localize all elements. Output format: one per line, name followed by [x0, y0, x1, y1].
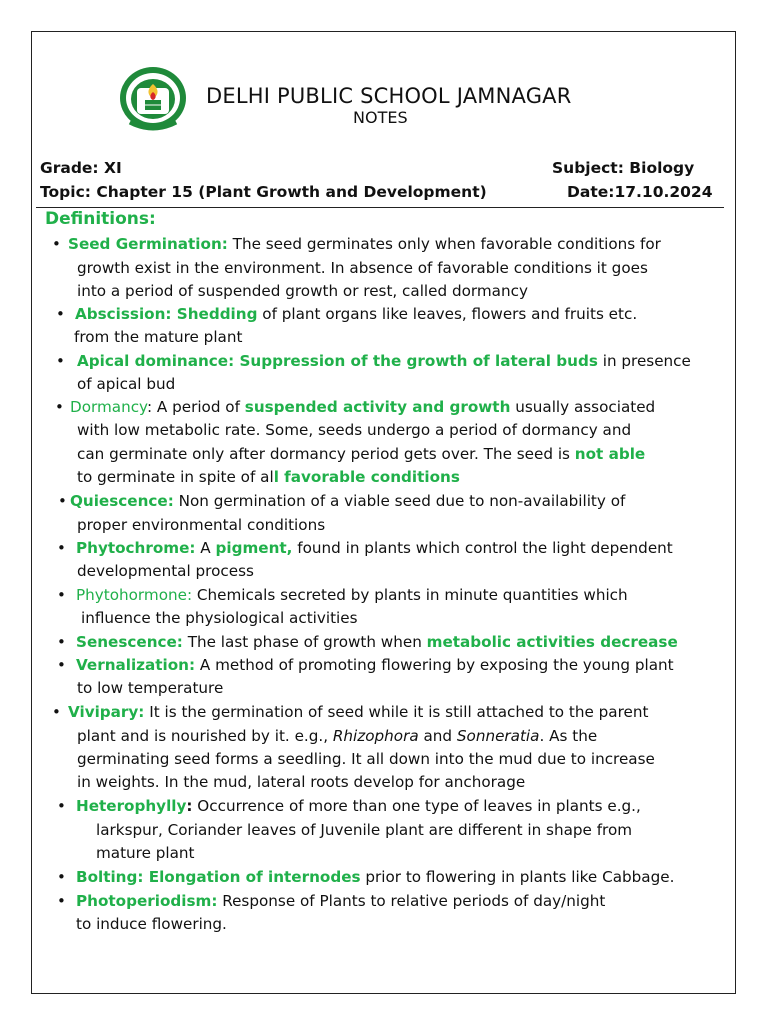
document-type: NOTES: [353, 108, 408, 127]
header-divider: [36, 207, 724, 208]
subject-label: Subject: Biology: [552, 159, 695, 177]
definition-text: to germinate in spite of al: [77, 468, 274, 486]
term-apical-dominance: Apical dominance: Suppression of the growth of lateral buds: [77, 352, 598, 370]
definition-text: with low metabolic rate. Some, seeds undergo a period of dormancy and: [77, 421, 632, 439]
definition-item-quiescence: [40, 490, 730, 537]
definition-text: in presence: [597, 352, 691, 370]
definition-text: The seed germinates only when favorable conditions for: [227, 235, 661, 253]
bullet-icon: •: [57, 656, 66, 674]
definition-item-photoperiodism: [40, 890, 730, 937]
bullet-icon: •: [57, 892, 66, 910]
term-vernalization: Vernalization:: [76, 656, 196, 674]
definition-text: from the mature plant: [74, 328, 243, 346]
definition-text: of plant organs like leaves, flowers and fruits etc.: [257, 305, 638, 323]
date-label: Date:17.10.2024: [567, 183, 713, 201]
term-heterophylly: Heterophylly: [76, 797, 187, 815]
term-phytohormone: Phytohormone:: [76, 586, 193, 604]
definition-text: to low temperature: [77, 679, 224, 697]
definition-text: Occurrence of more than one type of leaves in plants e.g.,: [192, 797, 641, 815]
bullet-icon: •: [52, 235, 61, 253]
definition-item-phytochrome: [40, 537, 730, 584]
bullet-icon: •: [57, 797, 66, 815]
definition-text: prior to flowering in plants like Cabbage.: [360, 868, 675, 886]
definition-text: found in plants which control the light dependent: [292, 539, 673, 557]
school-name: DELHI PUBLIC SCHOOL JAMNAGAR: [206, 84, 572, 108]
definitions-heading: Definitions:: [45, 209, 156, 229]
definition-item-heterophylly: [40, 795, 730, 866]
term-seed-germination: Seed Germination:: [68, 235, 228, 253]
definition-text: in weights. In the mud, lateral roots develop for anchorage: [77, 773, 526, 791]
definition-item-phytohormone: [40, 584, 730, 631]
bullet-icon: •: [55, 398, 64, 416]
definition-text: germinating seed forms a seedling. It all down into the mud due to increase: [77, 750, 655, 768]
definition-text: developmental process: [77, 562, 254, 580]
term-senescence: Senescence:: [76, 633, 183, 651]
term-quiescence: Quiescence:: [70, 492, 174, 510]
topic-label: Topic: [40, 183, 85, 201]
definition-text: usually associated: [510, 398, 656, 416]
grade-label: Grade: XI: [40, 159, 122, 177]
definition-text: : A period of: [146, 398, 245, 416]
bullet-icon: •: [58, 492, 67, 510]
topic-value: : Chapter 15 (Plant Growth and Development): [84, 183, 487, 201]
bullet-icon: •: [57, 539, 66, 557]
definition-text: into a period of suspended growth or rest, called dormancy: [77, 282, 528, 300]
definition-item-bolting: [40, 866, 730, 890]
definition-text: plant and is nourished by it. e.g.,: [77, 727, 333, 745]
species-name: Sonneratia: [456, 727, 540, 745]
highlight-text: not able: [574, 445, 646, 463]
highlight-text: metabolic activities decrease: [426, 633, 678, 651]
definition-text: and: [418, 727, 457, 745]
bullet-icon: •: [57, 586, 66, 604]
definition-text: A: [195, 539, 216, 557]
definition-text: can germinate only after dormancy period gets over. The seed is: [77, 445, 575, 463]
definition-item-vernalization: [40, 654, 730, 701]
species-name: Rhizophora: [332, 727, 419, 745]
term-phytochrome: Phytochrome:: [76, 539, 196, 557]
bullet-icon: •: [57, 868, 66, 886]
definition-item-dormancy: [40, 396, 730, 490]
term-photoperiodism: Photoperiodism:: [76, 892, 218, 910]
bullet-icon: •: [57, 633, 66, 651]
topic-line: [40, 183, 487, 201]
term-bolting: Bolting: Elongation of internodes: [76, 868, 361, 886]
definition-text: of apical bud: [77, 375, 176, 393]
definition-item-seed-germination: [40, 233, 730, 303]
definition-text: It is the germination of seed while it is still attached to the parent: [144, 703, 649, 721]
definition-text: The last phase of growth when: [182, 633, 427, 651]
school-logo-icon: [118, 62, 188, 132]
definition-text: mature plant: [96, 844, 195, 862]
definition-item-abscission: [40, 303, 730, 350]
definition-item-senescence: [40, 631, 730, 654]
highlight-text: suspended activity and growth: [244, 398, 511, 416]
definition-text: Chemicals secreted by plants in minute quantities which: [192, 586, 628, 604]
term-colon: :: [186, 797, 193, 815]
definition-text: influence the physiological activities: [81, 609, 358, 627]
definition-text: larkspur, Coriander leaves of Juvenile plant are different in shape from: [96, 821, 633, 839]
highlight-text: pigment,: [215, 539, 293, 557]
definition-item-apical-dominance: [40, 350, 730, 396]
definition-text: to induce flowering.: [76, 915, 227, 933]
definition-text: growth exist in the environment. In absence of favorable conditions it goes: [77, 259, 648, 277]
definition-text: proper environmental conditions: [77, 516, 326, 534]
highlight-text: l favorable conditions: [273, 468, 460, 486]
bullet-icon: •: [52, 703, 61, 721]
definition-text: Non germination of a viable seed due to non-availability of: [173, 492, 626, 510]
definition-text: Response of Plants to relative periods of day/night: [217, 892, 606, 910]
definition-item-vivipary: [40, 701, 730, 795]
term-abscission: Abscission: Shedding: [75, 305, 258, 323]
bullet-icon: •: [56, 352, 65, 370]
term-dormancy: Dormancy: [70, 398, 147, 416]
definition-text: A method of promoting flowering by exposing the young plant: [195, 656, 674, 674]
definitions-list: [40, 233, 730, 937]
term-vivipary: Vivipary:: [68, 703, 145, 721]
definition-text: . As the: [539, 727, 598, 745]
bullet-icon: •: [56, 305, 65, 323]
